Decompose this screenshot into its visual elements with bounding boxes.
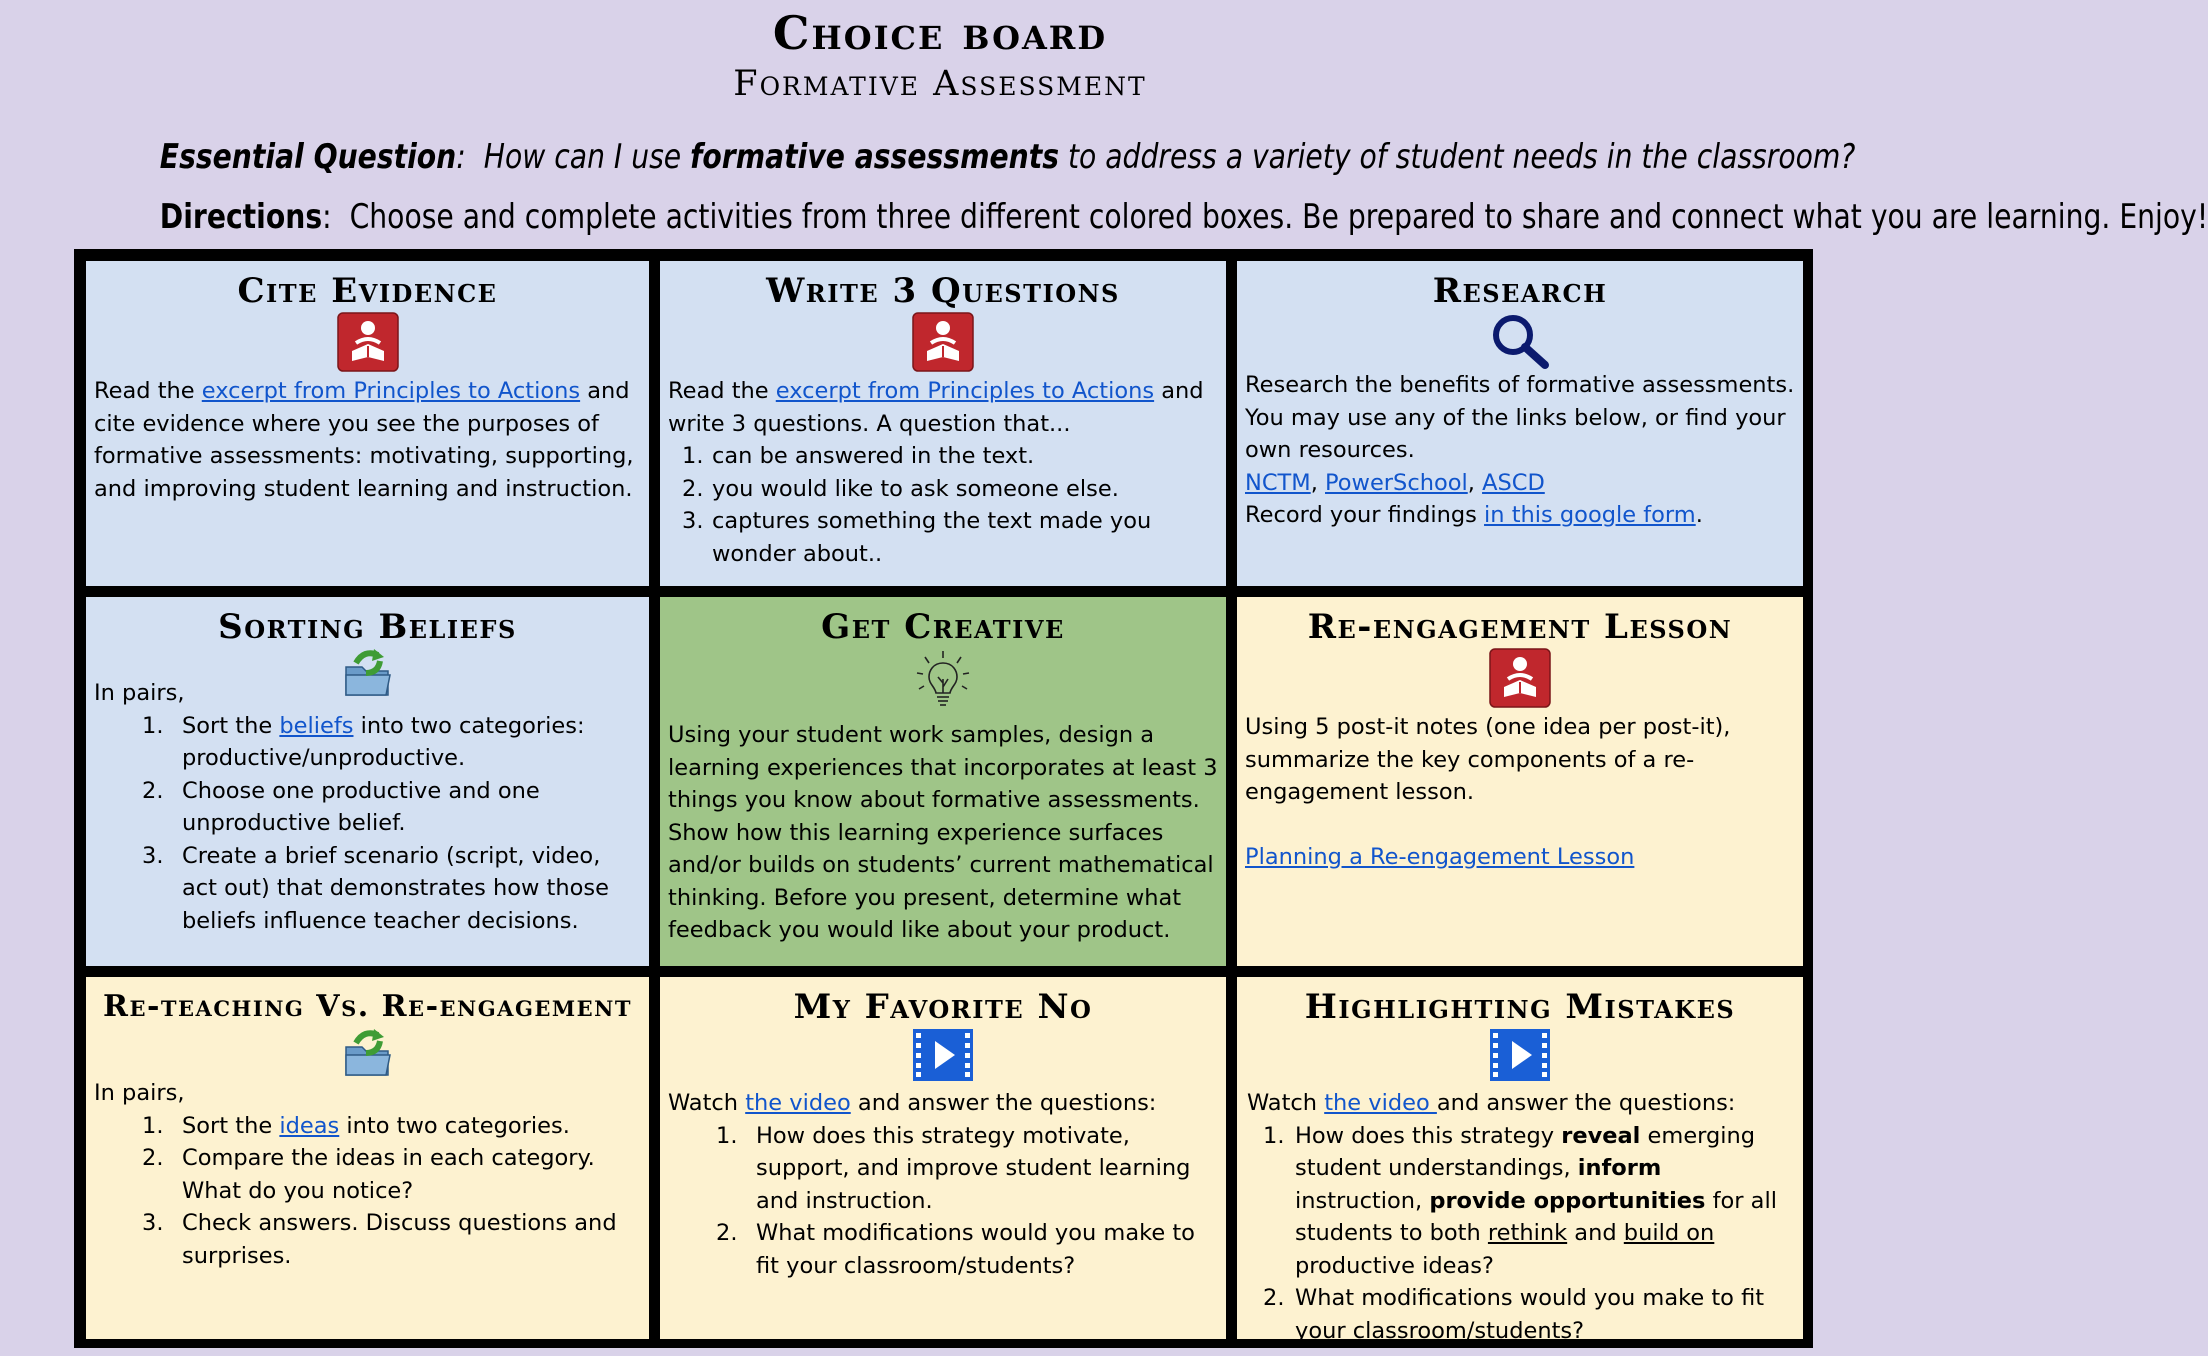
reteach-list: [94, 1110, 641, 1273]
folder-refresh-icon: [342, 647, 394, 699]
list-item: 1. How does this strategy reveal emerging student understandings, inform instruction, provide opportunities for all students to both rethink and build on productive ideas?: [1263, 1122, 1777, 1279]
page-title: Choice board: [772, 6, 1108, 60]
cell-title: Cite Evidence: [237, 271, 498, 311]
list-item: 1. Sort the ideas into two categories.: [142, 1112, 570, 1139]
research-text: Research the benefits of formative assessments. You may use any of the links below, or find your own resources.: [1245, 372, 1795, 463]
cell-title: My Favorite No: [793, 987, 1093, 1027]
magnifier-icon: [1487, 313, 1553, 369]
cell-my-favorite-no: My Favorite No Watch the video and answer the questions: 1. How does this strategy motivate, support, and improve student learning and instruction. 2. What modifications would you make to fit your classroom/students?: [660, 977, 1226, 1339]
creative-text: Using your student work samples, design a learning experiences that incorporates at least 3 things you know about formative assessments. Show how this learning experience surfaces and/or builds on students’ current mathematical thinking. Before you present, determine what feedback you would like about your product.: [668, 722, 1218, 943]
directions-label: Directions: [159, 197, 323, 237]
video-play-icon: [1490, 1029, 1550, 1081]
record-pre: Record your findings: [1245, 502, 1485, 528]
list-item: 3. Create a brief scenario (script, video, act out) that demonstrates how those beliefs influence teacher decisions.: [142, 842, 609, 934]
list-item: 2. What modifications would you make to fit your classroom/students?: [716, 1220, 1195, 1279]
beliefs-link[interactable]: beliefs: [279, 712, 354, 739]
cell-reteaching-vs-reengagement: [86, 977, 649, 1339]
cell-sorting-beliefs: [86, 597, 649, 966]
directions-text: Choose and complete activities from three different colored boxes. Be prepared to share and connect what you are learning. Enjoy!: [349, 197, 2208, 237]
google-form-link[interactable]: in this google form: [1484, 502, 1696, 528]
list-item: 1. Sort the beliefs into two categories: productive/unproductive.: [142, 712, 585, 771]
cell-title: Re-engagement Lesson: [1307, 607, 1733, 647]
nctm-link[interactable]: NCTM: [1245, 469, 1311, 496]
cell-title: Re-teaching Vs. Re-engagement: [103, 989, 632, 1024]
cell-highlighting-mistakes: Highlighting Mistakes Watch the video and answer the questions: 1. How does this strategy reveal emerging student understandings, inform instruction, provide opportunities for all students to both rethink and build on productive ideas? 2. What modifications would you make to fit your classroom/students?: [1237, 977, 1803, 1339]
essential-question: Essential Question: How can I use formative assessments to address a variety of student needs in the classroom?: [159, 137, 1856, 177]
ideas-link[interactable]: ideas: [279, 1112, 340, 1139]
cite-post: and cite evidence where you see the purposes of formative assessments: motivating, supporting, and improving student learning and instruction.: [94, 378, 634, 502]
list-item: 2. you would like to ask someone else.: [682, 475, 1119, 502]
essential-question-pre: How can I use: [483, 137, 691, 177]
essential-question-bold: formative assessments: [690, 137, 1059, 177]
reading-person-icon: [913, 313, 973, 371]
reteach-intro: In pairs,: [94, 1080, 185, 1106]
excerpt-link[interactable]: excerpt from Principles to Actions: [201, 378, 581, 404]
choice-board-grid: [74, 249, 1813, 1348]
planning-reengagement-link[interactable]: Planning a Re-engagement Lesson: [1245, 843, 1635, 870]
folder-refresh-icon: [342, 1027, 394, 1079]
cite-pre: Read the: [94, 378, 202, 404]
essential-question-post: to address a variety of student needs in the classroom?: [1058, 137, 1856, 177]
cell-title: Write 3 Questions: [766, 271, 1120, 311]
list-item: 1. can be answered in the text.: [682, 443, 1035, 469]
sorting-intro: In pairs,: [94, 680, 185, 706]
cell-title: Get Creative: [821, 607, 1065, 647]
cell-research: Research Research the benefits of formative assessments. You may use any of the links below, or find your own resources. NCTM, PowerSchool, ASCD Record your findings in this google form.: [1237, 261, 1803, 586]
cell-get-creative: [660, 597, 1226, 966]
favno-list: [668, 1120, 1218, 1283]
question-list: [668, 440, 1218, 570]
reading-person-icon: [338, 313, 398, 371]
write-post: and write 3 questions. A question that...: [668, 378, 1204, 437]
reengage-text: Using 5 post-it notes (one idea per post-it), summarize the key components of a re-engagement lesson.: [1245, 714, 1731, 805]
page-subtitle: Formative Assessment: [733, 64, 1147, 104]
list-item: 2. Choose one productive and one unproductive belief.: [142, 777, 540, 836]
cell-reengagement-lesson: [1237, 597, 1803, 966]
essential-question-label: Essential Question: [159, 137, 457, 177]
sorting-list: [94, 710, 641, 938]
lightbulb-icon: [913, 649, 973, 713]
list-item: 1. How does this strategy motivate, support, and improve student learning and instruction.: [716, 1122, 1191, 1214]
powerschool-link[interactable]: PowerSchool: [1325, 469, 1468, 496]
cell-title: Highlighting Mistakes: [1304, 987, 1736, 1027]
reading-person-icon: [1490, 649, 1550, 707]
write-pre: Read the: [668, 378, 776, 404]
cell-title: Sorting Beliefs: [218, 607, 517, 647]
list-item: 3. Check answers. Discuss questions and surprises.: [142, 1210, 617, 1269]
excerpt-link[interactable]: excerpt from Principles to Actions: [775, 378, 1155, 404]
video-link[interactable]: the video: [745, 1090, 851, 1116]
cell-write-questions: [660, 261, 1226, 586]
video-link[interactable]: the video: [1324, 1090, 1437, 1116]
highlight-list: [1245, 1120, 1795, 1348]
ascd-link[interactable]: ASCD: [1482, 469, 1545, 496]
directions: Directions: Choose and complete activities from three different colored boxes. Be prepared to share and connect what you are learning. Enjoy!: [159, 197, 2208, 237]
video-play-icon: [913, 1029, 973, 1081]
list-item: 2. Compare the ideas in each category. What do you notice?: [142, 1145, 595, 1204]
cell-cite-evidence: [86, 261, 649, 586]
cell-title: Research: [1432, 271, 1608, 311]
list-item: 3. captures something the text made you wonder about..: [682, 508, 1152, 567]
list-item: 2. What modifications would you make to fit your classroom/students?: [1263, 1285, 1765, 1344]
